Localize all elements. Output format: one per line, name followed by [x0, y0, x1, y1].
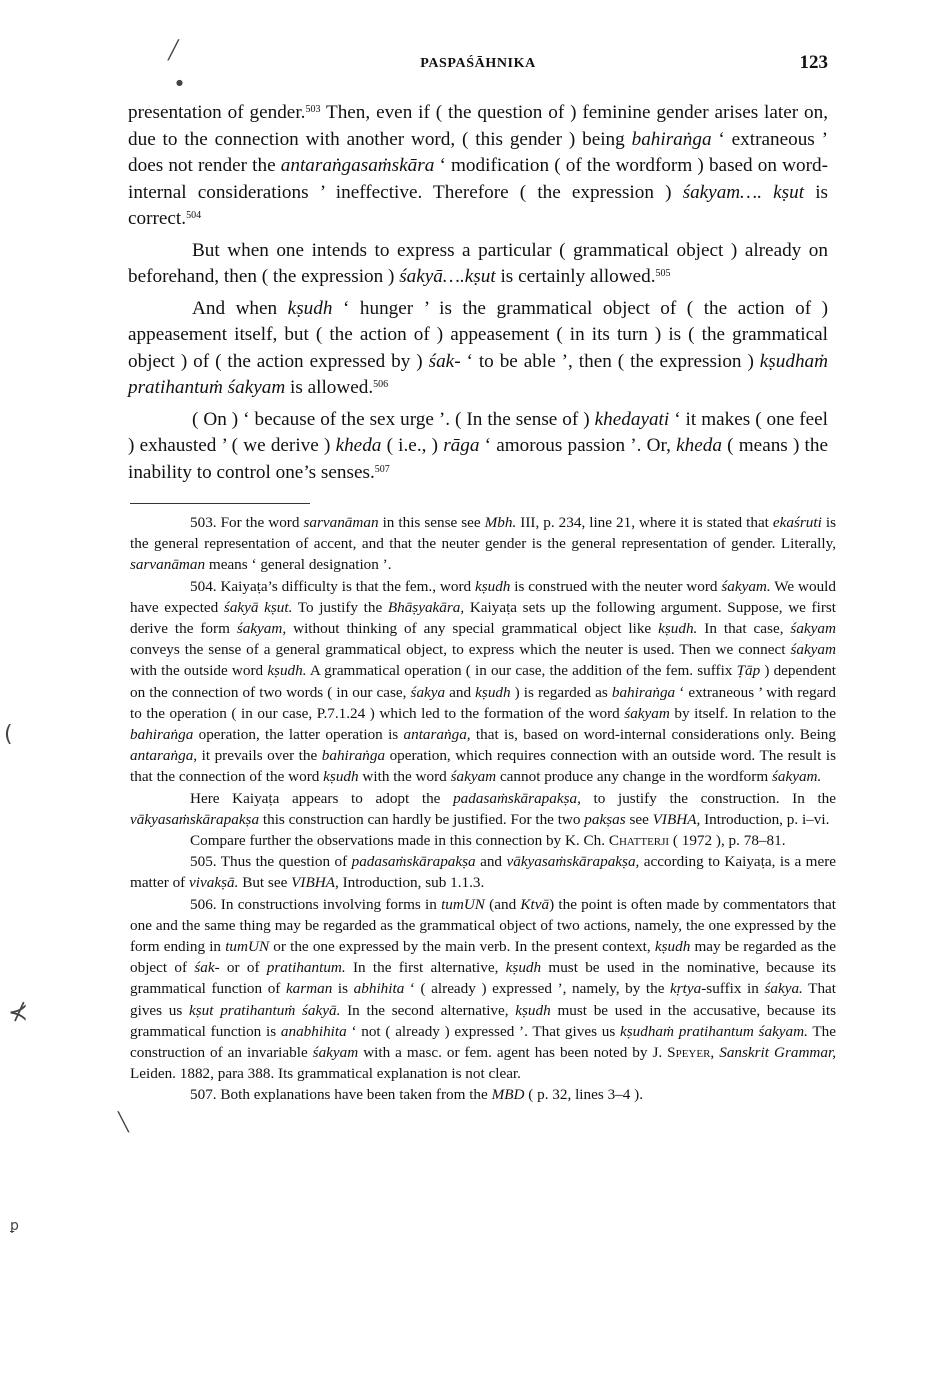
- text-run: Then, even if ( the question of ) feminine gender arises later on, due to the connection with another word, ( this gender ) being: [128, 102, 828, 150]
- italic-term: kṣudh: [515, 1001, 551, 1019]
- italic-term: tumUN: [441, 895, 485, 913]
- italic-term: śakyā….: [399, 266, 465, 287]
- italic-term: śakyam: [790, 620, 836, 638]
- italic-term: abhihita: [353, 980, 405, 998]
- footnote-ref: 507: [374, 463, 390, 475]
- text-run: in this sense see: [378, 514, 485, 531]
- italic-term: śakyam,: [236, 620, 287, 638]
- text-run: (and: [484, 895, 521, 913]
- italic-term: sarvanāman: [130, 556, 206, 574]
- text-run: operation, which requires connection with an outside word. The result is that the connection of the word: [130, 747, 836, 786]
- italic-term: Ktvā: [520, 895, 550, 913]
- italic-term: kṣudh: [287, 297, 333, 319]
- text-run: A grammatical operation ( in our case, the addition of the fem. suffix: [306, 662, 737, 680]
- text-run: or of: [219, 959, 267, 977]
- italic-term: kheda: [676, 435, 722, 456]
- text-run: And when: [192, 297, 288, 319]
- text-run: to justify the construction. In the: [580, 789, 836, 807]
- italic-term: antaraṅgasaṁskāra: [280, 155, 435, 176]
- footnote: [130, 851, 836, 893]
- italic-term: śakyā kṣut.: [223, 598, 293, 616]
- text-run: with a masc. or fem. agent has been noted by J.: [358, 1044, 668, 1062]
- footnote-ref: 503: [305, 104, 321, 115]
- text-run: with the outside word: [130, 662, 268, 680]
- italic-term: kṣudh.: [267, 662, 307, 680]
- italic-term: kṣudh: [474, 577, 511, 595]
- italic-term: sarvanāman: [303, 514, 379, 531]
- text-run: means ‘ general designation ’.: [205, 556, 392, 574]
- margin-slash-icon: ╲: [118, 1112, 129, 1133]
- text-run: We would have expected: [130, 577, 836, 616]
- italic-term: Mbh.: [484, 514, 517, 531]
- italic-term: vākyasaṁskārapakṣa,: [506, 853, 640, 871]
- text-run: But when one intends to express a particular ( grammatical object ) already on beforehand, then ( the expression ): [128, 239, 828, 287]
- text-run: is correct.: [128, 181, 829, 229]
- footnote-ref: 505: [655, 268, 671, 279]
- footnote: [130, 830, 836, 851]
- text-run: In the first alternative,: [345, 959, 506, 977]
- text-run: To justify the: [292, 598, 388, 616]
- italic-term: Ṭāp: [736, 662, 761, 680]
- text-run: see: [625, 810, 653, 828]
- italic-term: tumUN: [225, 938, 270, 956]
- author-name: Speyer,: [667, 1044, 715, 1062]
- text-run: ( p. 32, lines 3–4 ).: [524, 1086, 644, 1104]
- italic-term: kṣudh: [654, 938, 691, 956]
- text-run: Here Kaiyaṭa appears to adopt the: [190, 789, 454, 807]
- text-run: ) dependent on the connection of two words ( in our case,: [130, 662, 837, 701]
- italic-term: MBD: [491, 1086, 525, 1104]
- text-run: it prevails over the: [197, 747, 322, 765]
- italic-term: karman: [285, 980, 333, 998]
- text-run: and: [475, 853, 507, 871]
- text-run: Introduction, sub 1.1.3.: [338, 874, 485, 892]
- footnote: [130, 576, 836, 788]
- italic-term: Sanskrit Grammar,: [719, 1044, 836, 1062]
- italic-term: vākyasaṁskārapakṣa: [130, 810, 260, 828]
- italic-term: śakyam: [312, 1044, 359, 1062]
- text-run: ‘ not ( already ) expressed ’. That gives us: [346, 1022, 620, 1040]
- paragraph: [128, 100, 828, 233]
- italic-term: bahiraṅga: [611, 683, 676, 701]
- italic-term: kṣudh.: [658, 620, 698, 638]
- paragraph: [128, 238, 828, 291]
- text-run: III, p. 234, line 21, where it is stated that: [516, 514, 773, 531]
- italic-term: śakyam: [624, 704, 670, 722]
- text-run: without thinking of any special grammatical object like: [286, 620, 659, 638]
- text-run: ‘ hunger ’ is the grammatical object of ( the action of ) appeasement itself, but ( the action of ) appeasement ( in its turn ) is ( the grammatical object ) of ( the action expressed by ): [128, 297, 829, 372]
- italic-term: śakyam.: [721, 577, 771, 595]
- italic-term: śakyam: [450, 768, 497, 786]
- text-run: may be regarded as the object of: [130, 938, 836, 977]
- text-run: is: [332, 980, 354, 998]
- italic-term: pratihantum.: [266, 959, 346, 977]
- text-run: The construction of an invariable: [130, 1022, 836, 1062]
- text-run: presentation of gender.: [128, 102, 306, 123]
- italic-term: kṛtya: [670, 980, 702, 998]
- italic-term: antaraṅga,: [403, 726, 471, 744]
- footnotes: [130, 512, 836, 1106]
- italic-term: padasaṁskārapakṣa: [351, 853, 476, 871]
- text-run: is allowed.: [285, 377, 374, 398]
- text-run: that is, based on word-internal considerations only. Being: [470, 726, 836, 744]
- text-run: by itself. In relation to the: [669, 704, 836, 722]
- ink-dot-icon: ●: [176, 78, 183, 87]
- text-run: operation, the latter operation is: [193, 726, 404, 744]
- text-run: 506. In constructions involving forms in: [190, 895, 442, 913]
- text-run: ‘ amorous passion ’. Or,: [479, 435, 677, 456]
- footnote: [130, 1084, 836, 1105]
- footnote-ref: 504: [186, 210, 202, 221]
- text-run: ( On ) ‘ because of the sex urge ’. ( In the sense of ): [192, 408, 595, 430]
- text-run: is certainly allowed.: [495, 266, 656, 287]
- text-run: ( means ) the inability to control one’s senses.: [128, 435, 828, 483]
- text-run: ‘ extraneous ’ does not render the: [128, 128, 828, 176]
- text-run: ‘ to be able ’, then ( the expression ): [460, 350, 760, 372]
- italic-term: kṣut pratihantuṁ śakyā.: [189, 1001, 341, 1019]
- text-run: [762, 182, 773, 203]
- text-run: 503. For the word: [190, 514, 304, 531]
- italic-term: śakya.: [764, 980, 803, 998]
- text-run: 505. Thus the question of: [190, 853, 352, 871]
- italic-term: Bhāṣyakāra,: [387, 598, 465, 616]
- italic-term: anabhihita: [280, 1022, 347, 1040]
- italic-term: ekaśruti: [772, 514, 822, 531]
- page-number: 123: [799, 52, 828, 73]
- italic-term: bahiraṅga: [130, 726, 194, 744]
- text-run: is construed with the neuter word: [510, 577, 722, 595]
- italic-term: bahiraṅga: [321, 747, 386, 765]
- italic-term: kṣudhaṁ pratihantuṁ śakyam: [128, 350, 828, 398]
- paragraph: [128, 407, 828, 487]
- text-run: must be used in the accusative, because its grammatical function is: [130, 1001, 837, 1040]
- footnote-ref: 506: [373, 379, 389, 390]
- text-run: Compare further the observations made in this connection by K. Ch.: [190, 832, 609, 850]
- italic-term: kṣudh: [323, 768, 359, 786]
- text-run: ( 1972 ), p. 78–81.: [669, 832, 786, 850]
- italic-term: śakyam: [790, 641, 836, 659]
- text-run: ( i.e., ): [381, 435, 444, 456]
- page-header: [128, 52, 828, 82]
- footnote: [130, 894, 836, 1085]
- text-run: 507. Both explanations have been taken from the: [190, 1086, 492, 1104]
- text-run: ‘ it makes ( one feel ) exhausted ’ ( we derive ): [128, 408, 828, 456]
- text-run: ‘ modification ( of the wordform ) based on word-internal considerations ’ ineffective. Therefore ( the expression ): [128, 155, 828, 203]
- text-run: In the second alternative,: [340, 1001, 516, 1019]
- main-text: [128, 100, 828, 491]
- text-run: In that case,: [697, 620, 791, 638]
- italic-term: pakṣas: [584, 810, 626, 828]
- text-run: this construction can hardly be justified. For the two: [259, 810, 585, 828]
- text-run: or the one expressed by the main verb. In the present context,: [269, 938, 655, 956]
- margin-tick-icon: ⊀: [8, 998, 29, 1026]
- text-run: That gives us: [130, 980, 837, 1019]
- italic-term: kheda: [335, 435, 382, 456]
- italic-term: rāga: [443, 435, 480, 456]
- italic-term: kṣudhaṁ pratihantum śakyam.: [619, 1022, 808, 1040]
- text-run: and: [445, 683, 476, 701]
- author-name: Chatterji: [608, 832, 670, 850]
- text-run: ) the point is often made by commentators that one and the same thing may be regarded as the grammatical object of two actions, namely, the one expressed by the form ending in: [130, 895, 836, 956]
- italic-term: śak-: [428, 350, 461, 372]
- pencil-mark-icon: ╱: [168, 40, 179, 61]
- italic-term: kṣut: [773, 181, 805, 203]
- italic-term: vivakṣā.: [189, 874, 239, 892]
- text-run: according to Kaiyaṭa, is a mere matter of: [130, 853, 836, 892]
- italic-term: kṣut: [464, 266, 496, 287]
- text-run: Kaiyaṭa sets up the following argument. Suppose, we first derive the form: [130, 598, 837, 638]
- italic-term: VIBHA,: [652, 810, 701, 828]
- italic-term: śakya: [410, 683, 446, 701]
- italic-term: śak-: [194, 959, 220, 977]
- text-run: conveys the sense of a general grammatical object, to express which the neuter is used. Then we connect: [130, 641, 791, 659]
- italic-term: śakyam.: [771, 768, 822, 786]
- footnote-separator: [130, 503, 310, 504]
- text-run: ‘ extraneous ’ with regard to the operation ( in our case, P.7.1.24 ) which led to the formation of the word: [130, 683, 836, 722]
- italic-term: antaraṅga,: [130, 747, 198, 765]
- italic-term: kṣudh: [475, 683, 511, 701]
- text-run: cannot produce any change in the wordform: [496, 768, 772, 786]
- text-run: Leiden. 1882, para 388. Its grammatical explanation is not clear.: [130, 1065, 521, 1083]
- text-run: But see: [238, 874, 292, 892]
- italic-term: śakyam….: [682, 181, 763, 203]
- text-run: must be used in the nominative, because its grammatical function of: [130, 959, 836, 998]
- text-run: ‘ ( already ) expressed ’, namely, by the: [404, 980, 671, 998]
- italic-term: VIBHA,: [291, 874, 339, 892]
- text-run: with the word: [358, 768, 451, 786]
- italic-term: bahiraṅga: [631, 128, 712, 150]
- italic-term: kṣudh: [505, 959, 542, 977]
- italic-term: khedayati: [594, 408, 670, 430]
- text-run: ) is regarded as: [510, 683, 612, 701]
- paragraph: [128, 296, 828, 402]
- footnote: [130, 788, 836, 830]
- text-run: is the general representation of accent, and that the neuter gender is the general representation of gender. Literally,: [130, 514, 836, 553]
- text-run: 504. Kaiyaṭa’s difficulty is that the fem., word: [190, 577, 475, 595]
- text-run: -suffix in: [701, 980, 765, 998]
- margin-scribble-icon: ꝑ: [10, 1218, 19, 1234]
- text-run: Introduction, p. i–vi.: [700, 810, 830, 828]
- margin-bracket-icon: (: [4, 722, 13, 747]
- italic-term: padasaṁskārapakṣa,: [453, 789, 581, 807]
- footnote: [130, 512, 836, 576]
- running-title: PASPAŚĀHNIKA: [420, 56, 536, 71]
